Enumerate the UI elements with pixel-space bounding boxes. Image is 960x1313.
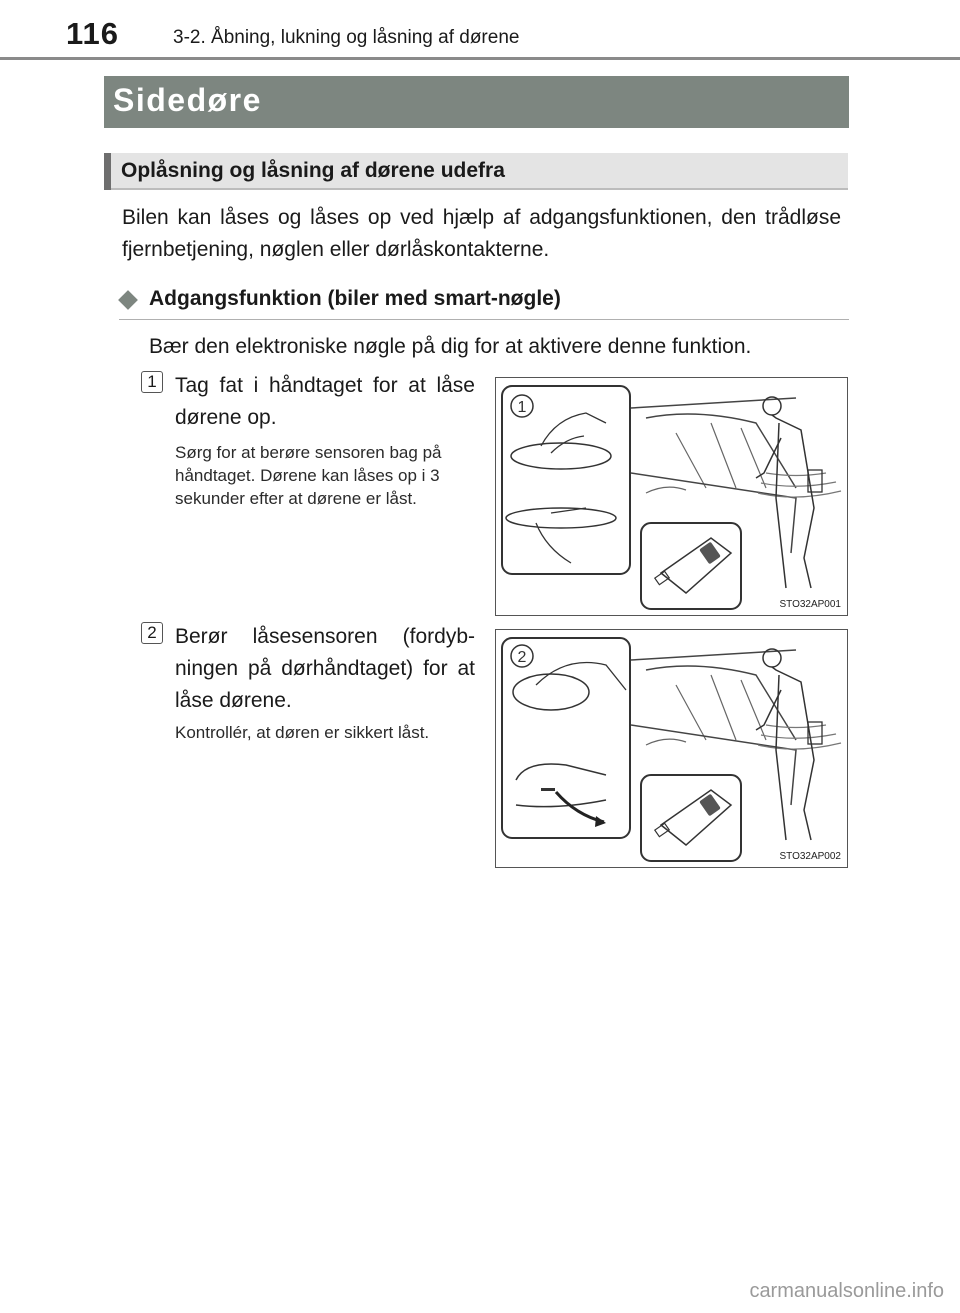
step-1-instruction: Tag fat i håndtaget for at låse dørene op. <box>175 374 475 429</box>
figure-lock-illustration <box>495 629 848 868</box>
running-title: 3-2. Åbning, lukning og låsning af dørene <box>173 27 520 48</box>
step-number-badge: 2 <box>141 622 163 644</box>
step-1-note: Sørg for at berøre sensoren bag på håndtaget. Dørene kan låses op i 3 sekunder efter at dørene er låst. <box>175 443 442 508</box>
subsection-title-accent <box>104 153 111 190</box>
header-divider <box>0 57 960 60</box>
unlock-illustration-drawing <box>496 378 846 614</box>
figure-unlock-illustration <box>495 377 848 616</box>
feature-heading: Adgangsfunktion (biler med smart-nøgle) <box>149 287 561 310</box>
svg-text:1: 1 <box>517 399 527 416</box>
intro-paragraph: Bilen kan låses og låses op ved hjælp af adgangsfunktionen, den trådløse fjernbetjening, nøglen eller dørlåskontakterne. <box>122 206 841 261</box>
lock-illustration-drawing <box>496 630 846 866</box>
section-title: Sidedøre <box>113 82 262 118</box>
step-2-note: Kontrollér, at døren er sikkert låst. <box>175 723 430 742</box>
subsection-title: Oplåsning og låsning af dørene udefra <box>121 159 505 182</box>
svg-text:2: 2 <box>517 649 527 666</box>
figure-code: STO32AP002 <box>779 851 841 862</box>
feature-lead-text: Bær den elektroniske nøgle på dig for at aktivere denne funktion. <box>149 335 752 358</box>
step-2-instruction: Berør låsesensoren (fordyb-ningen på dørhåndtaget) for at låse dørene. <box>175 625 475 712</box>
diamond-bullet-icon <box>118 290 138 310</box>
watermark-text: carmanualsonline.info <box>749 1280 944 1302</box>
feature-divider <box>119 319 849 320</box>
step-number-badge: 1 <box>141 371 163 393</box>
figure-code: STO32AP001 <box>779 599 841 610</box>
page-number: 116 <box>66 16 120 51</box>
